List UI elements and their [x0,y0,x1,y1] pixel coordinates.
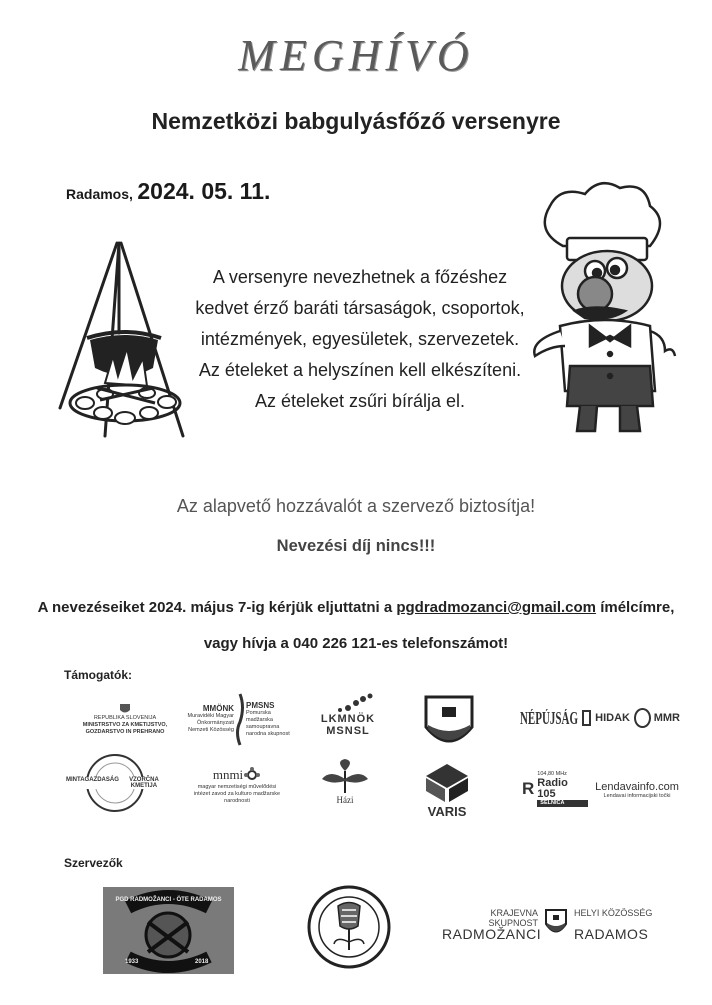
hidak-icon [582,710,591,726]
radio-sub: SELNICA [537,800,588,807]
place: Radamos, [66,186,133,202]
chef-icon [515,176,680,436]
pgd-year: 1933 [125,959,139,965]
radamos-text: RADAMOS [574,926,649,942]
ministry-line: GOZDARSTVO IN PREHRANO [85,728,165,735]
radio-num: 105 [537,788,556,800]
mmr-logo [634,706,680,730]
tulip-association-icon [306,884,392,970]
entry-text-end: ímélcímre, [596,599,675,616]
email-link[interactable]: pgdradmozanci@gmail.com [396,599,597,616]
ingredients-note: Az alapvető hozzávalót a szervező biztosítja! [176,496,536,516]
phone-line: vagy hívja a 040 226 121-es telefonszámot! [203,635,509,652]
description-line: A versenyre nevezhetnek a főzéshez [212,267,508,287]
hazi-text: Házi [336,795,354,805]
page-title: MEGHÍVÓ [238,31,474,80]
lkmnok-text: LKMNÖK [320,713,376,725]
mmonk-sub-right: Pomurska madžarska samoupravna narodna skupnost [246,709,290,737]
page-subtitle: Nemzetközi babgulyásfőző versenyre [151,108,561,134]
varis-text: VARIS [427,803,467,819]
village-crest-icon [545,909,567,937]
ministry-logo [70,695,180,743]
varis-logo [412,758,482,822]
nepujsag-text: NÉPÚJSÁG [519,709,579,729]
dots-icon [318,693,378,713]
sponsors-label: Támogatók: [64,668,133,682]
mmonk-left: MMÖNK [202,704,234,713]
entry-text: A nevezéseiket 2024. május 7-ig kérjük eljuttatni a [37,599,397,616]
description-line: Az ételeket a helyszínen kell elkészíteni. [198,360,522,380]
radio-name: Radio [537,777,568,789]
mmonk-right: PMSNS [246,700,275,710]
lendava-text: Lendavainfo.com [595,780,679,793]
mintagazdasag-text: MINTAGAZDASÁG [66,777,119,783]
flower-icon [243,766,261,784]
folk-flower-icon [318,759,372,795]
msnsl-text: MSNSL [326,725,370,737]
radio-logo [522,772,588,806]
description [190,262,530,417]
description-line: intézmények, egyesületek, szervezetek. [200,329,520,349]
hazi-logo [312,750,378,814]
krajevna-logo [440,906,652,956]
radio-freq: 104,80 MHz [537,771,567,777]
event-date: 2024. 05. 11. [137,178,271,204]
lkmnok-logo [312,686,384,744]
pgd-logo [103,887,234,974]
hidak-logo [582,708,630,728]
ministry-line: REPUBLIKA SLOVENIJA [93,714,157,721]
slovenia-crest-icon [119,703,131,715]
pgd-text: PGD RADMOŽANCI - ÖTE RADAMOS [115,897,222,903]
mnmi-sub: magyar nemzetiségi művelődési intézet zavod za kulturo madžarske narodnosti [193,783,281,804]
mmonk-logo [185,688,295,750]
description-line: kedvet érző baráti társaságok, csoportok, [195,298,525,318]
mnmi-text: mnmi [212,766,244,782]
hidak-text: HIDAK [595,712,630,724]
vase-icon [234,692,246,747]
entry-deadline [0,599,712,616]
radmozanci-text: RADMOŽANCI [442,926,542,942]
organizers-label: Szervezők [64,856,123,870]
vzorcna-text: VZORČNA KMETIJA [129,777,159,789]
dateline [66,178,270,205]
mmonk-sub-left: Muravidéki Magyar Önkormányzati Nemzeti Közösség [187,713,234,733]
coat-of-arms-icon [424,695,474,753]
mnmi-logo [192,760,282,810]
radio-r-icon: R [522,779,535,798]
description-line: Az ételeket zsűri bírálja el. [254,391,466,411]
mmr-text: MMR [653,712,680,724]
campfire-pot-icon [55,238,190,443]
varis-cube-icon [424,762,470,804]
lendava-logo [597,776,677,804]
pgd-year: 2018 [195,959,209,965]
ministry-line: MINISTRSTVO ZA KMETIJSTVO, [82,721,168,728]
krajevna-right: HELYI KÖZÖSSÉG [574,908,653,918]
nepujsag-logo [519,700,579,738]
mmr-icon [634,708,651,728]
lendava-sub: Lendavai informacijski točki [603,792,671,799]
mintagazdasag-logo [66,752,166,814]
entry-fee-note: Nevezési díj nincs!!! [276,537,436,555]
krajevna-left: KRAJEVNA SKUPNOST [488,908,538,928]
